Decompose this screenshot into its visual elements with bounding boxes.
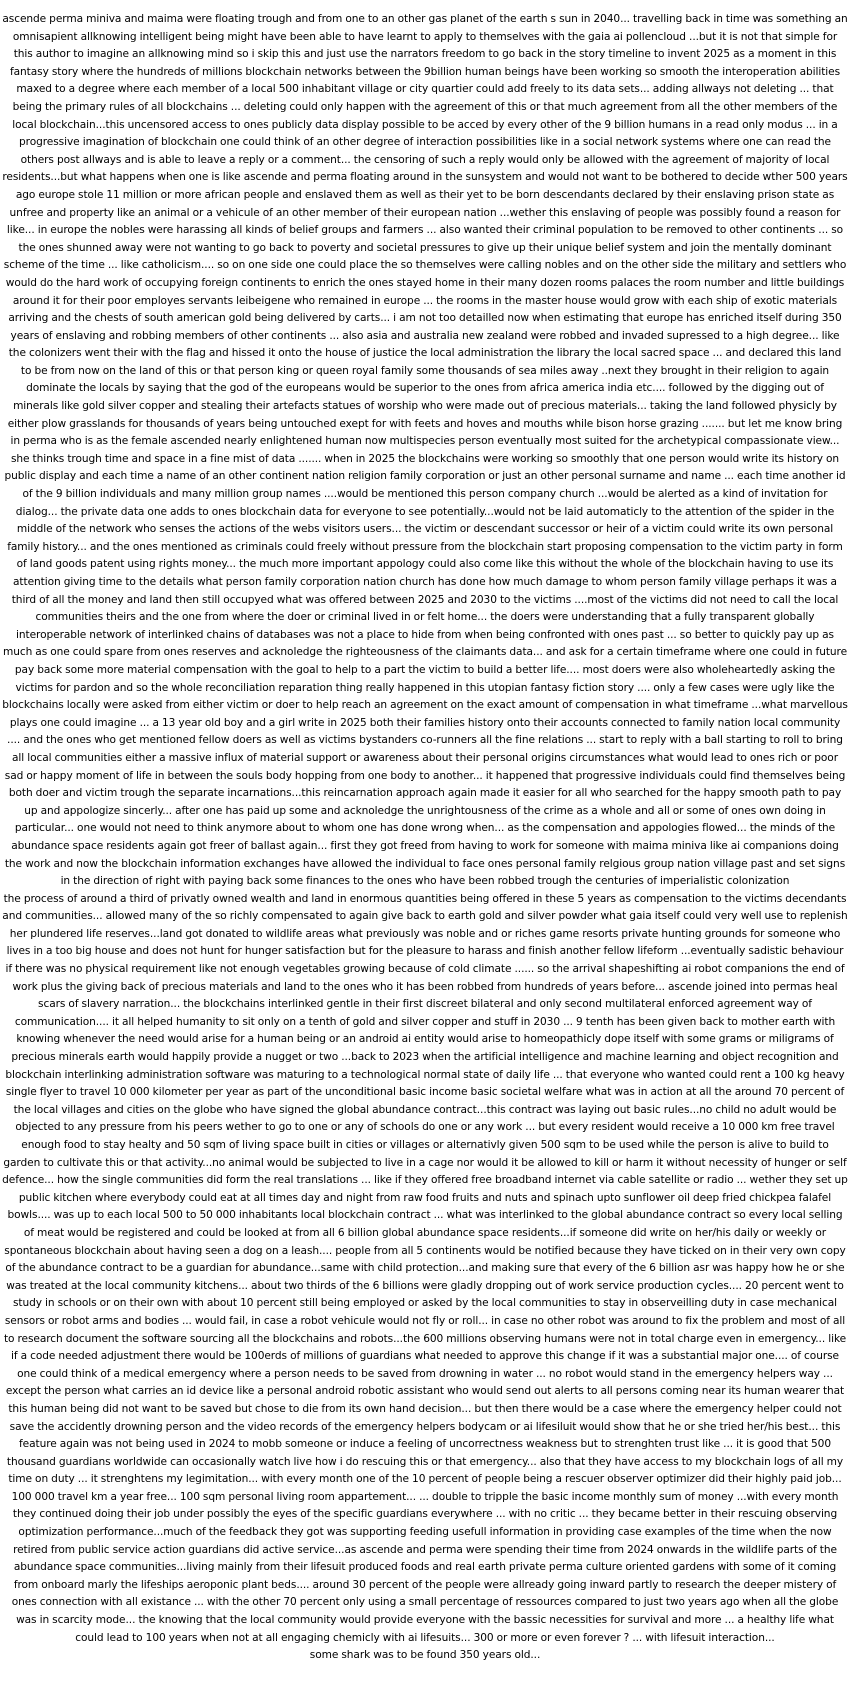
paragraph-2: the process of around a third of privatly owned wealth and land in enormous quantities being offered in these 5 years as compensation to the victims decendants and communities... allowed many of the so richly compensated to again give back to earth gold and silver powder what gaia itself could very well use to replenish her plundered life reserves...land got donated to wildlife areas what previously was noble and or riches game resorts private hunting grounds for someone who lives in a too big house and does not hunt for hunger satisfaction but for the pleasure to harass and finish another fellow lifeform ...eventually sadistic behaviour if there was no physical requirement like not enough vegetables growing because of cold climate ...... so the arrival shapeshifting ai robot companions the end of work plus the giving back of precious materials and land to the ones who it has been robbed from hundreds of years before... ascende joined into permas heal scars of slavery narration... the blockchains interlinked gentle in their first discreet bilateral and only second multilateral enforced agreement way of communication.... it all helped humanity to sit only on a tenth of gold and silver copper and stuff in 2030 ... 9 tenth has been given back to mother earth with knowing whenever the need would arise for a human being or an android ai entity would arise to homeopathicly dope itself with some grams or miligrams of precious minerals earth would happily provide a nugget or two ...back to 2023 when the artificial intelligence and machine learning and object recognition and blockchain interlinking administration software was maturing to a technological normal state of daily life ... that everyone who wanted could rent a 100 kg heavy single flyer to travel 10 000 kilometer per year as part of the unconditional basic income basic societal welfare what was in action at all the around 70 percent of the local villages and cities on the globe who have signed the global abundance contract...this contract was laying out basic rules...no child no adult would be objected to any pressure from his peers wether to go to one or any of schools do one or any work ... but every resident would receive a 10 000 km free travel enough food to stay healty and 50 sqm of living space built in cities or villages or alternativly given 500 sqm to be used while the person is alive to build to garden to cultivate this or that activity...no animal would be subjected to live in a cage nor would it be allowed to kill or harm it without necessity of hunger or self defence... how the single communities did form the real translations ... like if they offered free broadband internet via cable satellite or radio ... wether they set up public kitchen where everybody could eat at all times day and night from raw food fruits and nuts and spinach upto sunflower oil deep fried chickpea falafel bowls.... was up to each local 500 to 50 000 inhabitants local blockchain contract ... what was interlinked to the global abundance contract so every local selling of meat would be registered and could be looked at from all 6 billion global abundance space residents...if someone did write on her/his daily or weekly or spontaneous blockchain about having seen a dog on a leash.... people from all 5 continents would be notified because they have ticked on in their very own copy of the abundance contract to be a guardian for abundance...same with child protection...and making sure that every of the 6 billion asr was happy how he or she was treated at the local community kitchens... about two thirds of the 6 billions were gladly dropping out of work service production cycles.... 20 percent went to study in schools or on their own with about 10 percent still being employed or asked by the local communities to stay in observeilling duty in case mechanical sensors or robot arms and bodies ... would fail, in case a robot vehicule would not fly or roll... in case no other robot was around to fix the problem and most of all to research document the software sourcing all the blockchains and robots...the 600 millions observing humans were not in total charge even in emergency... like if a code needed adjustment there would be 100erds of millions of guardians what needed to approve this change if it was a substantial major one.... of course one could think of a medical emergency where a person needs to be saved from drowning in water ... no robot would stand in the emergency helpers way ... except the person what carries an id device like a personal android robotic assistant who would send out alerts to all persons coming near its human wearer that this human being did not want to be saved but chose to die from its own hand decision... but then there would be a case where the emergency helper could not save the accidently drowning person and the video records of the emergency helpers bodycam or ai lifesiluit would show that he or she tried her/his best... this feature again was not being used in 2024 to mobb someone or induce a feeling of uncorrectness weakness but to strenghten trust like ... it is good that 500 thousand guardians worldwide can occasionally watch live how i do rescuing this or that emergency... also that they have access to my blockchain logs of all my time on duty ... it strenghtens my legimitation... with every month one of the 10 percent of people being a rescuer observer optimizer did their highly paid job... 100 000 travel km a year free... 100 sqm personal living room appartement... ... double to tripple the basic income monthly sum of money ...with every month they continued doing their job under possibly the eyes of the specific guardians everywhere ... with no critic ... they became better in their rescuing observing optimization performance...much of the feedback they got was supporting feeding usefull information in providing case examples of the time when the now retired from public service action guardians did active service...as ascende and perma were spending their time from 2024 onwards in the wildlife parts of the abundance space communities...living mainly from their lifesuit produced foods and real earth private perma culture oriented gardens with some of it coming from onboard marly the lifeships aeroponic plant beds.... around 30 percent of the people were allready going inward partly to research the deeper mistery of ones connection with all existance ... with the other 70 percent only using a small percentage of ressources compared to just two years ago when all the globe was in scarcity mode... the knowing that the local community would provide everyone with the bassic necessities for survival and more ... a healthy life what could lead to 100 years when not at all engaging chemicly with ai lifesuits... 300 or more or even forever ? ... with lifesuit interaction... xyxy=(2,892,848,1644)
paragraph-1: ascende perma miniva and maima were floating trough and from one to an other gas planet of the earth s sun in 2040... travelling back in time was something an omnisapient allknowing intelligent being might have been able to have learnt to apply to themselves with the gaia ai pollencloud ...but it is not that simple for this author to imagine an allknowing mind so i skip this and just use the narrators freedom to go back in the story timeline to invent 2025 as a moment in this fantasy story where the hundreds of millions blockchain networks between the 9billion human beings have been working so smooth the interoperation abilities maxed to a degree where each member of a local 500 inhabitant village or city quartier could add freely to its data sets... adding allways not deleting ... that being the primary rules of all blockchains ... deleting could only happen with the agreement of this or that much agreement from all the other members of the local blockchain...this uncensored access to ones publicly data display possible to be acced by every other of the 9 billion humans in a read only modus ... in a progressive imagination of blockchain one could think of an other degree of interaction possibilities like in a social network systems where one can read the others post allways and is able to leave a reply or a comment... the censoring of such a reply would only be allowed with the agreement of majority of local residents...but what happens when one is like ascende and perma floating around in the sunsystem and would not want to be bothered to decide wther 500 years ago europe stole 11 million or more african people and enslaved them as well as their yet to be born descendants declared by their enslaving prison state as unfree and property like an animal or a vehicule of an other member of their european nation ...wether this enslaving of people was possibly found a reason for like... in europe the nobles were harassing all kinds of belief groups and farmers ... also wanted their criminal population to be removed to other continents ... so the ones shunned away were not wanting to go back to poverty and societal pressures to give up their unique belief system and join the mentally dominant scheme of the time ... like catholicism.... so on one side one could place the so themselves were calling nobles and on the other side the military and settlers who would do the hard work of occupying foreign continents to enrich the ones stayed home in their many dozen rooms palaces the room number and little buildings around it for their poor employes servants leibeigene who remained in europe ... the rooms in the master house would grow with each ship of exotic materials arriving and the chests of south american gold being delivered by carts... i am not too detailled now when estimating that europe has enriched itself during 350 years of enslaving and robbing members of other continents ... also asia and australia new zealand were robbed and invaded supressed to a high degree... like the colonizers went their with the flag and hissed it onto the house of justice the local administration the library the local sacred space ... and declared this land to be from now on the land of this or that person king or queen royal family some thousands of sea miles away ..next they brought in their religion to again dominate the locals by saying that the god of the europeans would be superior to the ones from africa america india etc.... followed by the digging out of minerals like gold silver copper and stealing their artefacts statues of worship who were made out of precious materials... taking the land followed physicly by either plow grasslands for thousands of years being untouched exept for with feets and hoves and mouths while bison horse grazing ....... but let me know bring in perma who is as the female ascended nearly enlightened human now multispecies person eventually most suited for the archetypical compassionate view... she thinks trough time and space in a fine mist of data ....... when in 2025 the blockchains were working so smoothly that one person would write its history on public display and each time a name of an other continent nation religion family corporation or just an other personal surname and name ... each time another id of the 9 billion individuals and many million group names ....would be mentioned this person company church ...would be alerted as a kind of invitation for dialog... the private data one adds to ones blockchain data for everyone to see potentially...would not be laid automaticly to the attention of the spider in the middle of the network who senses the actions of the webs visitors users... the victim or descendant successor or heir of a victim could write its own personal family history... and the ones mentioned as criminals could freely without pressure from the blockchain start proposing compensation to the victim party in form of land goods patent using rights money... the much more important appology could also come like this without the whole of the blockchain having to use its attention giving time to the details what person family corporation nation church has done how much damage to whom person family village perhaps it was a third of all the money and land then still occupyed what was offered between 2025 and 2030 to the victims ....most of the victims did not need to call the local communities theirs and the one from where the doer or criminal lived in or felt home... the doers were understanding that a fully transparent globally interoperable network of interlinked chains of databases was not a place to hide from when being confronted with ones past ... so better to quickly pay up as much as one could spare from ones reserves and acknoledge the righteousness of the claimants data... and ask for a certain timeframe where one could in future pay back some more material compensation with the goal to help to a part the victim to build a better life.... most doers were also wholeheartedly asking the victims for pardon and so the whole reconciliation reparation thing really happened in this utopian fantasy fiction story .... only a few cases were ugly like the blockchains locally were asked from either victim or doer to help reach an agreement on the exact amount of compensation in what timeframe ...what marvellous plays one could imagine ... a 13 year old boy and a girl write in 2025 both their families history onto their accounts connected to family nation local community .... and the ones who get mentioned fellow doers as well as victims bystanders co-runners all the fine relations ... start to reply with a ball starting to roll to bring all local communities either a massive influx of material support or awareness about their personal origins circumstances what would lead to ones rich or poor sad or happy moment of life in between the souls body hopping from one body to another... it happened that progressive individuals could find themselves being both doer and victim trough the separate incarnations...this reincarnation approach again made it easier for all who searched for the happy smooth path to pay up and appologize sincerly... after one has paid up some and acknoledge the unrightousness of the crime as a whole and all or some of ones own doing in particular... one would not need to think anymore about to whom one has done wrong when... as the compensation and appologies flowed... the minds of the abundance space residents again got freer of ballast again... first they got freed from having to work for someone with maima miniva like ai companions doing the work and now the blockchain information exchanges have allowed the individual to face ones personal family relgious group nation village past and set signs in the direction of right with paying back some finances to the ones who have been robbed trough the centuries of imperialistic colonization xyxy=(2,13,848,888)
paragraph-3: some shark was to be found 350 years old... xyxy=(309,1649,541,1662)
